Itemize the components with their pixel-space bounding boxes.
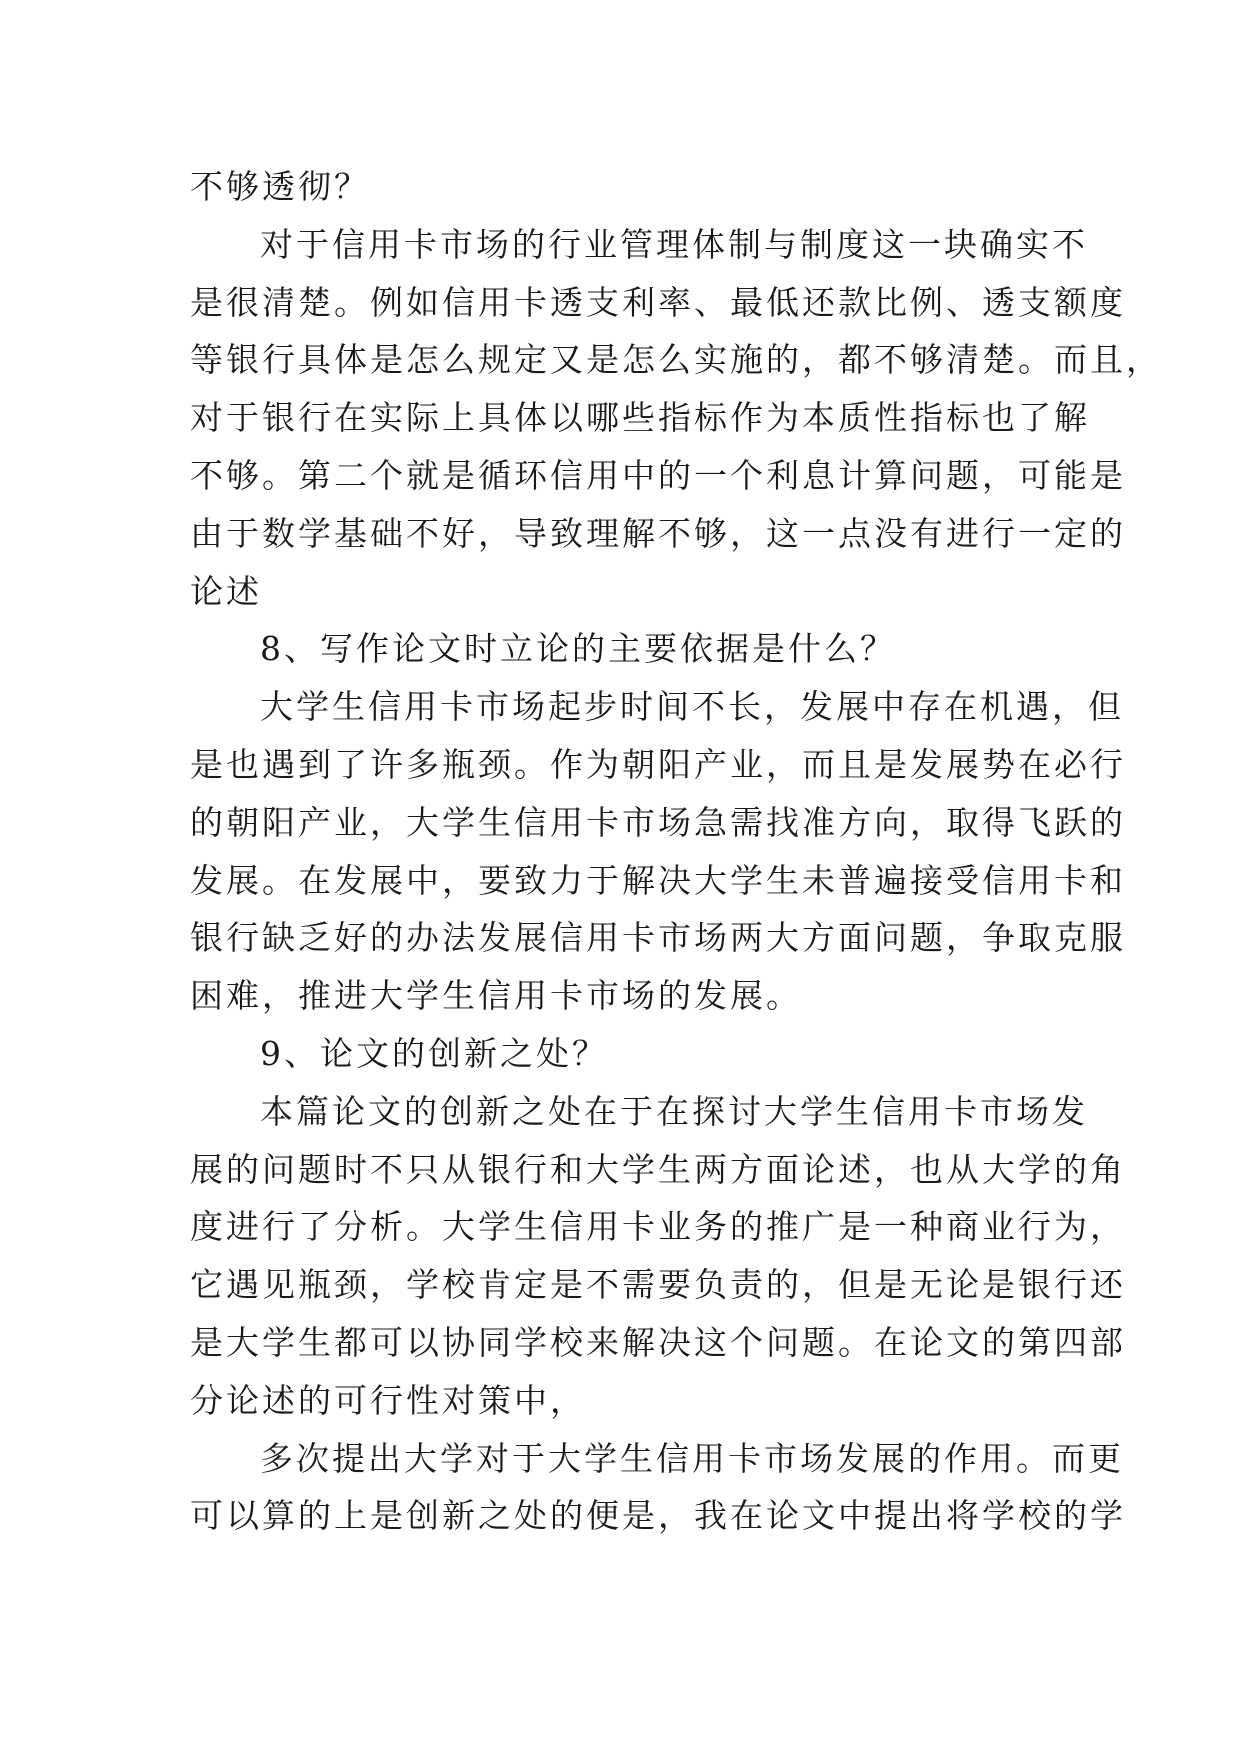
paragraph-first-line: 本篇论文的创新之处在于在探讨大学生信用卡市场发 bbox=[260, 1091, 1088, 1131]
document-body bbox=[190, 158, 1162, 1545]
text-line: 困难，推进大学生信用卡市场的发展。 bbox=[190, 976, 802, 1016]
text-line: 不够。第二个就是循环信用中的一个利息计算问题，可能是 bbox=[190, 455, 1126, 495]
paragraph-first-line: 多次提出大学对于大学生信用卡市场发展的作用。而更 bbox=[260, 1438, 1124, 1478]
paragraph-first-line: 8、写作论文时立论的主要依据是什么？ bbox=[260, 629, 896, 669]
text-line: 银行缺乏好的办法发展信用卡市场两大方面问题，争取克服 bbox=[190, 918, 1126, 958]
text-line: 它遇见瓶颈，学校肯定是不需要负责的，但是无论是银行还 bbox=[190, 1265, 1126, 1305]
text-line: 可以算的上是创新之处的便是，我在论文中提出将学校的学 bbox=[190, 1496, 1126, 1536]
text-line: 分论述的可行性对策中， bbox=[190, 1380, 586, 1420]
text-line: 对于银行在实际上具体以哪些指标作为本质性指标也了解 bbox=[190, 398, 1090, 438]
text-line: 是很清楚。例如信用卡透支利率、最低还款比例、透支额度 bbox=[190, 282, 1126, 322]
text-line: 等银行具体是怎么规定又是怎么实施的，都不够清楚。而且， bbox=[190, 340, 1162, 380]
text-line: 度进行了分析。大学生信用卡业务的推广是一种商业行为， bbox=[190, 1207, 1126, 1247]
text-line: 论述 bbox=[190, 571, 262, 611]
paragraph-first-line: 对于信用卡市场的行业管理体制与制度这一块确实不 bbox=[260, 224, 1088, 264]
text-line: 是也遇到了许多瓶颈。作为朝阳产业，而且是发展势在必行 bbox=[190, 744, 1126, 784]
text-line: 展的问题时不只从银行和大学生两方面论述，也从大学的角 bbox=[190, 1149, 1126, 1189]
text-line: 的朝阳产业，大学生信用卡市场急需找准方向，取得飞跃的 bbox=[190, 802, 1126, 842]
paragraph-first-line: 大学生信用卡市场起步时间不长，发展中存在机遇，但 bbox=[260, 687, 1124, 727]
text-line: 由于数学基础不好，导致理解不够，这一点没有进行一定的 bbox=[190, 513, 1126, 553]
text-line: 不够透彻？ bbox=[190, 167, 370, 206]
paragraph-first-line: 9、论文的创新之处？ bbox=[260, 1033, 608, 1073]
text-line: 是大学生都可以协同学校来解决这个问题。在论文的第四部 bbox=[190, 1322, 1126, 1362]
text-line: 发展。在发展中，要致力于解决大学生未普遍接受信用卡和 bbox=[190, 860, 1126, 900]
